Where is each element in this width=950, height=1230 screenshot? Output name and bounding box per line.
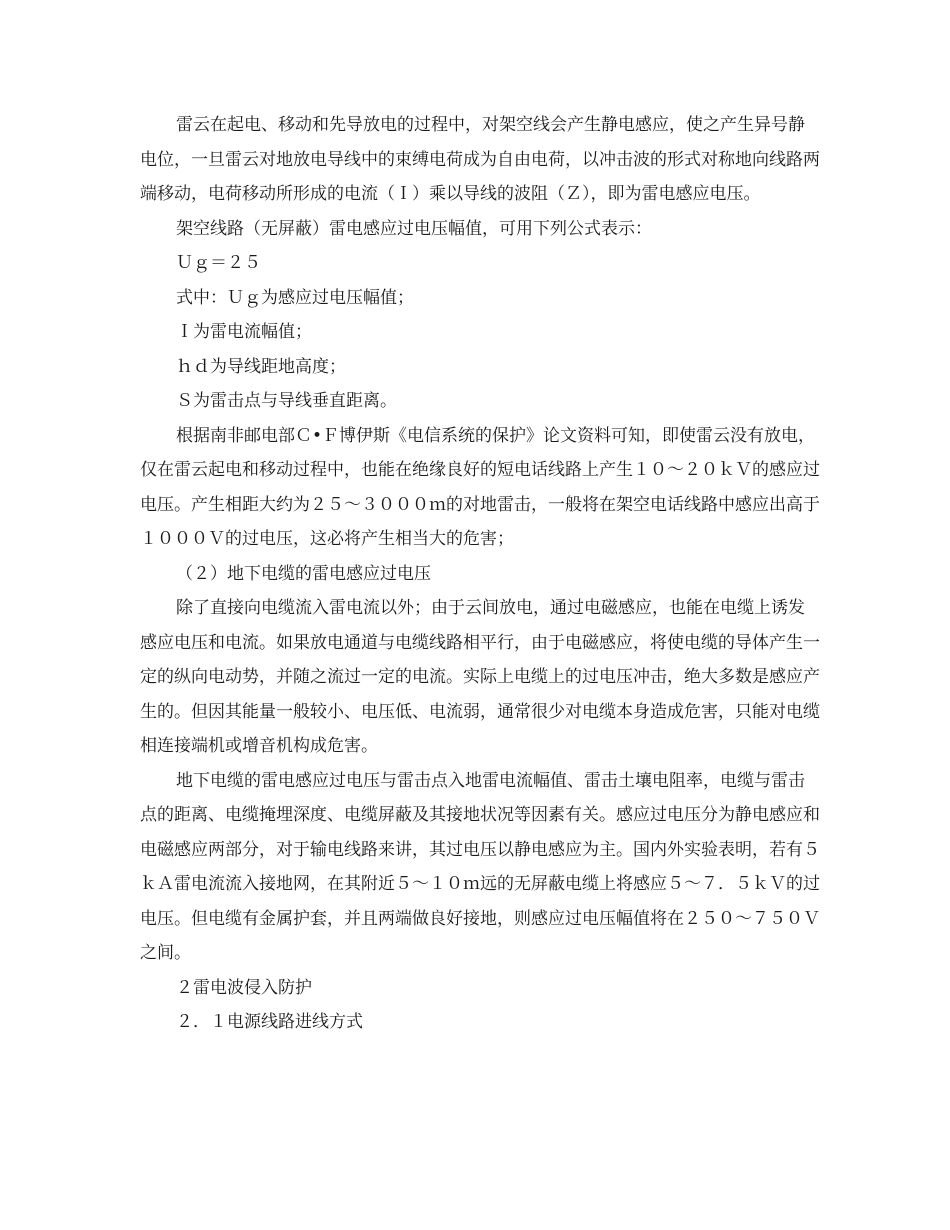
section-heading-power-line-entry: ２．１电源线路进线方式 bbox=[176, 1012, 363, 1032]
formula-legend-ug: 式中：Ｕｇ为感应过电压幅值； bbox=[176, 287, 414, 308]
formula-legend-s: Ｓ为雷击点与导线垂直距离。 bbox=[176, 391, 397, 411]
section-heading-underground-cable: （２）地下电缆的雷电感应过电压 bbox=[176, 563, 431, 584]
formula-legend-hd: ｈｄ为导线距地高度； bbox=[176, 356, 346, 377]
formula-legend-i: Ｉ为雷电流幅值； bbox=[176, 322, 312, 342]
paragraph-induction-mechanism: 雷云在起电、移动和先导放电的过程中，对架空线会产生静电感应，使之产生异号静电位，一旦雷云对地放电导线中的束缚电荷成为自由电荷，以冲击波的形式对称地向线路两端移动，电荷移动所形成的电流（Ｉ）乘以导线的波阻（Ｚ），即为雷电感应电压。 bbox=[140, 115, 820, 204]
paragraph-boyce-data: 根据南非邮电部Ｃ•Ｆ博伊斯《电信系统的保护》论文资料可知，即使雷云没有放电，仅在雷云起电和移动过程中，也能在绝缘良好的短电话线路上产生１０～２０ｋＶ的感应过电压。产生相距大约为２５～３０００ｍ的对地雷击，一般将在架空电话线路中感应出高于１０００Ｖ的过电压，这必将产生相当大的危害； bbox=[140, 425, 820, 549]
document-body bbox=[140, 108, 820, 1040]
paragraph-cable-factors: 地下电缆的雷电感应过电压与雷击点入地雷电流幅值、雷击土壤电阻率，电缆与雷击点的距离、电缆掩埋深度、电缆屏蔽及其接地状况等因素有关。感应过电压分为静电感应和电磁感应两部分，对于输电线路来讲，其过电压以静电感应为主。国内外实验表明，若有５ｋＡ雷电流流入接地网，在其附近５～１０ｍ远的无屏蔽电缆上将感应５～７．５ｋＶ的过电压。但电缆有金属护套，并且两端做良好接地，则感应过电压幅值将在２５０～７５０Ｖ之间。 bbox=[140, 770, 820, 963]
paragraph-cable-induction: 除了直接向电缆流入雷电流以外；由于云间放电，通过电磁感应，也能在电缆上诱发感应电压和电流。如果放电通道与电缆线路相平行，由于电磁感应，将使电缆的导体产生一定的纵向电动势，并随之流过一定的电流。实际上电缆上的过电压冲击，绝大多数是感应产生的。但因其能量一般较小、电压低、电流弱，通常很少对电缆本身造成危害，只能对电缆相连接端机或增音机构成危害。 bbox=[140, 598, 820, 756]
section-heading-wave-intrusion: ２雷电波侵入防护 bbox=[176, 977, 312, 998]
formula-line: Ｕｇ＝２５ bbox=[176, 253, 261, 273]
paragraph-formula-intro: 架空线路（无屏蔽）雷电感应过电压幅值，可用下列公式表示： bbox=[176, 218, 652, 239]
